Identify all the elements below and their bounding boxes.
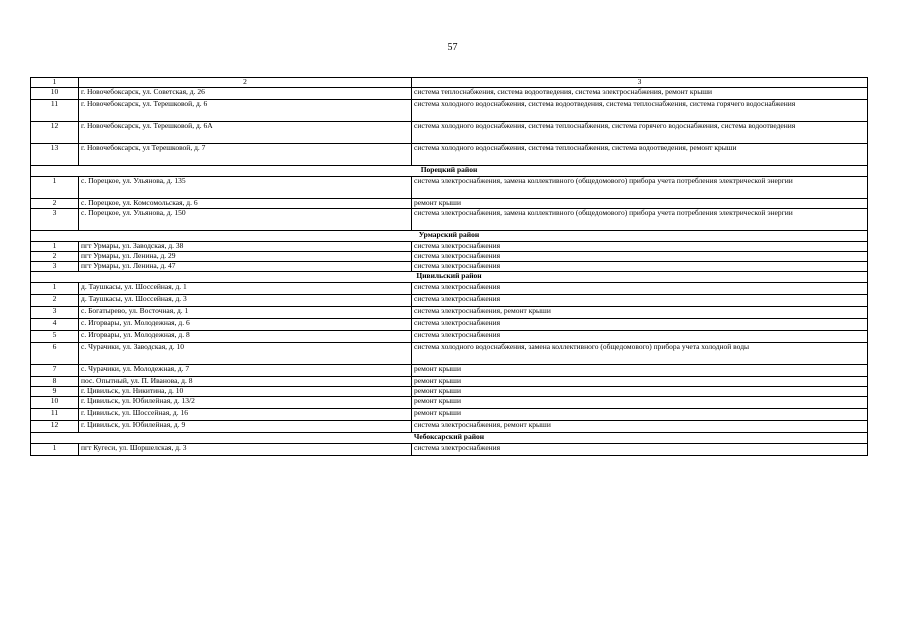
district-name: Чебоксарский район — [31, 433, 868, 444]
row-address: с. Чурачики, ул. Молодежная, д. 7 — [79, 365, 412, 377]
table-row — [31, 122, 868, 144]
row-number: 8 — [31, 377, 79, 387]
row-number: 1 — [31, 283, 79, 295]
row-works: система теплоснабжения, система водоотведения, система электроснабжения, ремонт крыши — [412, 88, 868, 100]
district-name: Порецкий район — [31, 166, 868, 177]
row-number: 3 — [31, 307, 79, 319]
row-number: 12 — [31, 421, 79, 433]
row-address: с. Порецкое, ул. Ульянова, д. 150 — [79, 209, 412, 231]
table-row — [31, 100, 868, 122]
row-address: г. Новочебоксарск, ул. Терешковой, д. 6 — [79, 100, 412, 122]
row-address: пгт Урмары, ул. Ленина, д. 47 — [79, 262, 412, 272]
row-address: пгт Кугеси, ул. Шоршелская, д. 3 — [79, 444, 412, 456]
column-header: 1 — [31, 78, 79, 88]
district-heading-row — [31, 166, 868, 177]
row-works: система холодного водоснабжения, система теплоснабжения, система водоотведения, ремонт крыши — [412, 144, 868, 166]
row-works: система электроснабжения — [412, 262, 868, 272]
table-row — [31, 319, 868, 331]
district-name: Цивильский район — [31, 272, 868, 283]
table-row — [31, 262, 868, 272]
row-number: 2 — [31, 252, 79, 262]
table-row — [31, 444, 868, 456]
table-row — [31, 209, 868, 231]
row-address: пгт Урмары, ул. Ленина, д. 29 — [79, 252, 412, 262]
table-row — [31, 331, 868, 343]
table-row — [31, 421, 868, 433]
row-address: г. Цивильск, ул. Юбилейная, д. 9 — [79, 421, 412, 433]
row-number: 3 — [31, 209, 79, 231]
row-address: с. Игорвары, ул. Молодежная, д. 6 — [79, 319, 412, 331]
row-number: 1 — [31, 177, 79, 199]
row-works: система холодного водоснабжения, система водоотведения, система теплоснабжения, система горячего водоснабжения — [412, 100, 868, 122]
column-header: 2 — [79, 78, 412, 88]
row-number: 7 — [31, 365, 79, 377]
row-works: система электроснабжения — [412, 331, 868, 343]
row-works: система электроснабжения — [412, 283, 868, 295]
table-body — [31, 78, 868, 456]
district-name: Урмарский район — [31, 231, 868, 242]
row-address: с. Игорвары, ул. Молодежная, д. 8 — [79, 331, 412, 343]
row-works: система холодного водоснабжения, замена коллективного (общедомового) прибора учета холодной воды — [412, 343, 868, 365]
row-works: ремонт крыши — [412, 365, 868, 377]
row-works: система электроснабжения, замена коллективного (общедомового) прибора учета потребления электрической энергии — [412, 177, 868, 199]
row-address: пгт Урмары, ул. Заводская, д. 38 — [79, 242, 412, 252]
table-row — [31, 365, 868, 377]
row-number: 1 — [31, 444, 79, 456]
table-row — [31, 409, 868, 421]
row-address: г. Цивильск, ул. Юбилейная, д. 13/2 — [79, 397, 412, 409]
table-row — [31, 144, 868, 166]
district-heading-row — [31, 272, 868, 283]
row-address: д. Таушкасы, ул. Шоссейная, д. 3 — [79, 295, 412, 307]
table-row — [31, 377, 868, 387]
row-works: система электроснабжения — [412, 252, 868, 262]
row-address: с. Богатырево, ул. Восточная, д. 1 — [79, 307, 412, 319]
row-address: с. Порецкое, ул. Ульянова, д. 135 — [79, 177, 412, 199]
row-address: г. Новочебоксарск, ул. Советская, д. 26 — [79, 88, 412, 100]
row-works: система электроснабжения — [412, 242, 868, 252]
row-works: ремонт крыши — [412, 387, 868, 397]
table-row — [31, 307, 868, 319]
row-number: 2 — [31, 295, 79, 307]
page-number: 57 — [447, 42, 458, 53]
district-heading-row — [31, 433, 868, 444]
table-row — [31, 199, 868, 209]
row-number: 11 — [31, 100, 79, 122]
row-number: 11 — [31, 409, 79, 421]
table-row — [31, 283, 868, 295]
row-number: 5 — [31, 331, 79, 343]
row-works: система холодного водоснабжения, система теплоснабжения, система горячего водоснабжения, система водоотведения — [412, 122, 868, 144]
table-row — [31, 387, 868, 397]
row-number: 3 — [31, 262, 79, 272]
row-address: с. Чурачики, ул. Заводская, д. 10 — [79, 343, 412, 365]
row-works: система электроснабжения, замена коллективного (общедомового) прибора учета потребления электрической энергии — [412, 209, 868, 231]
table-row — [31, 343, 868, 365]
row-works: система электроснабжения — [412, 444, 868, 456]
row-address: д. Таушкасы, ул. Шоссейная, д. 1 — [79, 283, 412, 295]
table-row — [31, 88, 868, 100]
repair-registry-table — [30, 77, 868, 456]
row-number: 13 — [31, 144, 79, 166]
row-works: система электроснабжения, ремонт крыши — [412, 307, 868, 319]
row-number: 4 — [31, 319, 79, 331]
row-number: 10 — [31, 88, 79, 100]
row-works: ремонт крыши — [412, 409, 868, 421]
table-header-row — [31, 78, 868, 88]
table-row — [31, 252, 868, 262]
row-address: г. Новочебоксарск, ул Терешковой, д. 7 — [79, 144, 412, 166]
row-works: система электроснабжения — [412, 319, 868, 331]
row-works: ремонт крыши — [412, 199, 868, 209]
row-address: г. Новочебоксарск, ул. Терешковой, д. 6А — [79, 122, 412, 144]
row-works: ремонт крыши — [412, 377, 868, 387]
column-header: 3 — [412, 78, 868, 88]
row-number: 1 — [31, 242, 79, 252]
row-address: г. Цивильск, ул. Никитина, д. 10 — [79, 387, 412, 397]
table-row — [31, 397, 868, 409]
table-row — [31, 295, 868, 307]
row-number: 9 — [31, 387, 79, 397]
row-works: система электроснабжения — [412, 295, 868, 307]
row-address: с. Порецкое, ул. Комсомольская, д. 6 — [79, 199, 412, 209]
row-works: ремонт крыши — [412, 397, 868, 409]
district-heading-row — [31, 231, 868, 242]
row-address: г. Цивильск, ул. Шоссейная, д. 16 — [79, 409, 412, 421]
row-works: система электроснабжения, ремонт крыши — [412, 421, 868, 433]
table-row — [31, 177, 868, 199]
row-number: 12 — [31, 122, 79, 144]
row-number: 10 — [31, 397, 79, 409]
row-number: 6 — [31, 343, 79, 365]
row-address: пос. Опытный, ул. П. Иванова, д. 8 — [79, 377, 412, 387]
table-row — [31, 242, 868, 252]
row-number: 2 — [31, 199, 79, 209]
